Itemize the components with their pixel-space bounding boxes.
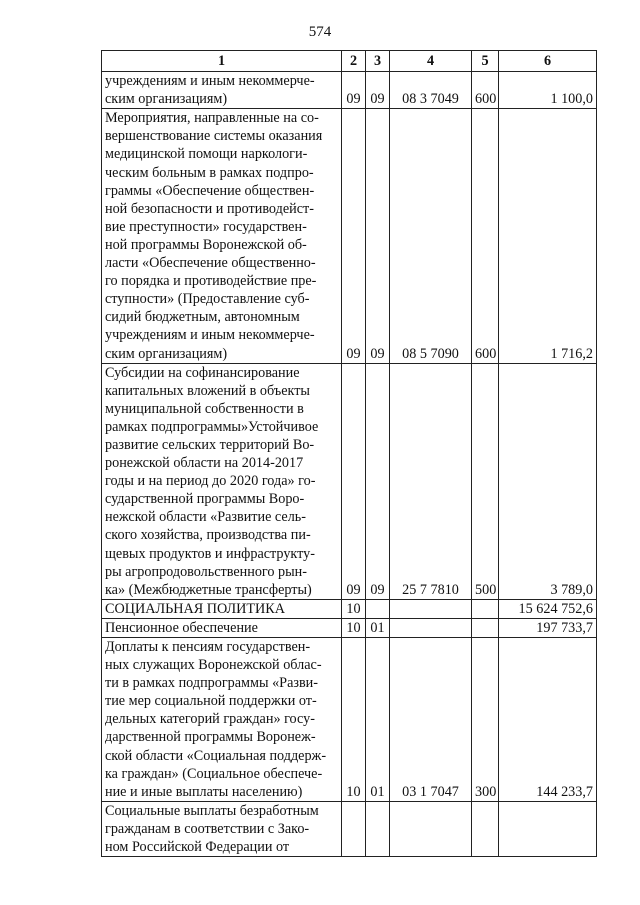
column-header: 1 xyxy=(102,51,342,72)
item-name: учреждениям и иным некоммерче- ским организациям) xyxy=(102,72,342,109)
subsection-code: 09 xyxy=(366,72,390,109)
table-row xyxy=(102,72,597,109)
column-header: 5 xyxy=(472,51,499,72)
amount: 3 789,0 xyxy=(499,363,597,599)
subsection-code: 01 xyxy=(366,638,390,802)
subsection-code: 09 xyxy=(366,109,390,363)
item-name: Доплаты к пенсиям государствен- ных служащих Воронежской облас- ти в рамках подпрограммы «Разви- тие мер социальной поддержки от- дельных категорий граждан» госу- дарственной программы Воронеж- ской области «Социальная поддерж- ка граждан» (Социальное обеспече- ние и иные выплаты населению) xyxy=(102,638,342,802)
amount: 1 100,0 xyxy=(499,72,597,109)
column-header: 6 xyxy=(499,51,597,72)
section-code: 10 xyxy=(342,618,366,637)
column-header: 3 xyxy=(366,51,390,72)
table-row xyxy=(102,363,597,599)
item-name: Пенсионное обеспечение xyxy=(102,618,342,637)
budget-table xyxy=(101,50,597,857)
section-code: 09 xyxy=(342,363,366,599)
table-row xyxy=(102,599,597,618)
table-row xyxy=(102,109,597,363)
expense-type-code: 600 xyxy=(472,109,499,363)
amount: 15 624 752,6 xyxy=(499,599,597,618)
expense-type-code xyxy=(472,801,499,856)
expense-type-code: 600 xyxy=(472,72,499,109)
target-article-code xyxy=(390,618,472,637)
section-code: 09 xyxy=(342,72,366,109)
target-article-code: 03 1 7047 xyxy=(390,638,472,802)
subsection-code: 01 xyxy=(366,618,390,637)
section-code: 10 xyxy=(342,599,366,618)
amount: 144 233,7 xyxy=(499,638,597,802)
table-row xyxy=(102,801,597,856)
table-row xyxy=(102,618,597,637)
expense-type-code: 500 xyxy=(472,363,499,599)
item-name: СОЦИАЛЬНАЯ ПОЛИТИКА xyxy=(102,599,342,618)
column-header: 2 xyxy=(342,51,366,72)
section-code xyxy=(342,801,366,856)
column-header: 4 xyxy=(390,51,472,72)
table-row xyxy=(102,638,597,802)
amount xyxy=(499,801,597,856)
target-article-code xyxy=(390,801,472,856)
section-code: 10 xyxy=(342,638,366,802)
expense-type-code xyxy=(472,599,499,618)
item-name: Мероприятия, направленные на со- вершенствование системы оказания медицинской помощи наркологи- ческим больным в рамках подпро- граммы «Обеспечение обществен- ной безопасности и противодейст- вие преступности» государствен- ной программы Воронежской об- ласти «Обеспечение общественно- го порядка и противодействие пре- ступности» (Предоставление суб- сидий бюджетным, автономным учреждениям и иным некоммерче- ским организациям) xyxy=(102,109,342,363)
expense-type-code xyxy=(472,618,499,637)
subsection-code: 09 xyxy=(366,363,390,599)
page-number: 574 xyxy=(308,24,332,40)
item-name: Субсидии на софинансирование капитальных вложений в объекты муниципальной собственности в рамках подпрограммы»Устойчивое развитие сельских территорий Во- ронежской области на 2014-2017 годы и на период до 2020 года» го- сударственной программы Воро- нежской области «Развитие сель- ского хозяйства, производства пи- щевых продуктов и инфраструкту- ры агропродовольственного рын- ка» (Межбюджетные трансферты) xyxy=(102,363,342,599)
amount: 1 716,2 xyxy=(499,109,597,363)
section-code: 09 xyxy=(342,109,366,363)
target-article-code xyxy=(390,599,472,618)
subsection-code xyxy=(366,801,390,856)
target-article-code: 08 5 7090 xyxy=(390,109,472,363)
table-header-row xyxy=(102,51,597,72)
subsection-code xyxy=(366,599,390,618)
item-name: Социальные выплаты безработным гражданам в соответствии с Зако- ном Российской Федерации от xyxy=(102,801,342,856)
expense-type-code: 300 xyxy=(472,638,499,802)
amount: 197 733,7 xyxy=(499,618,597,637)
target-article-code: 08 3 7049 xyxy=(390,72,472,109)
target-article-code: 25 7 7810 xyxy=(390,363,472,599)
